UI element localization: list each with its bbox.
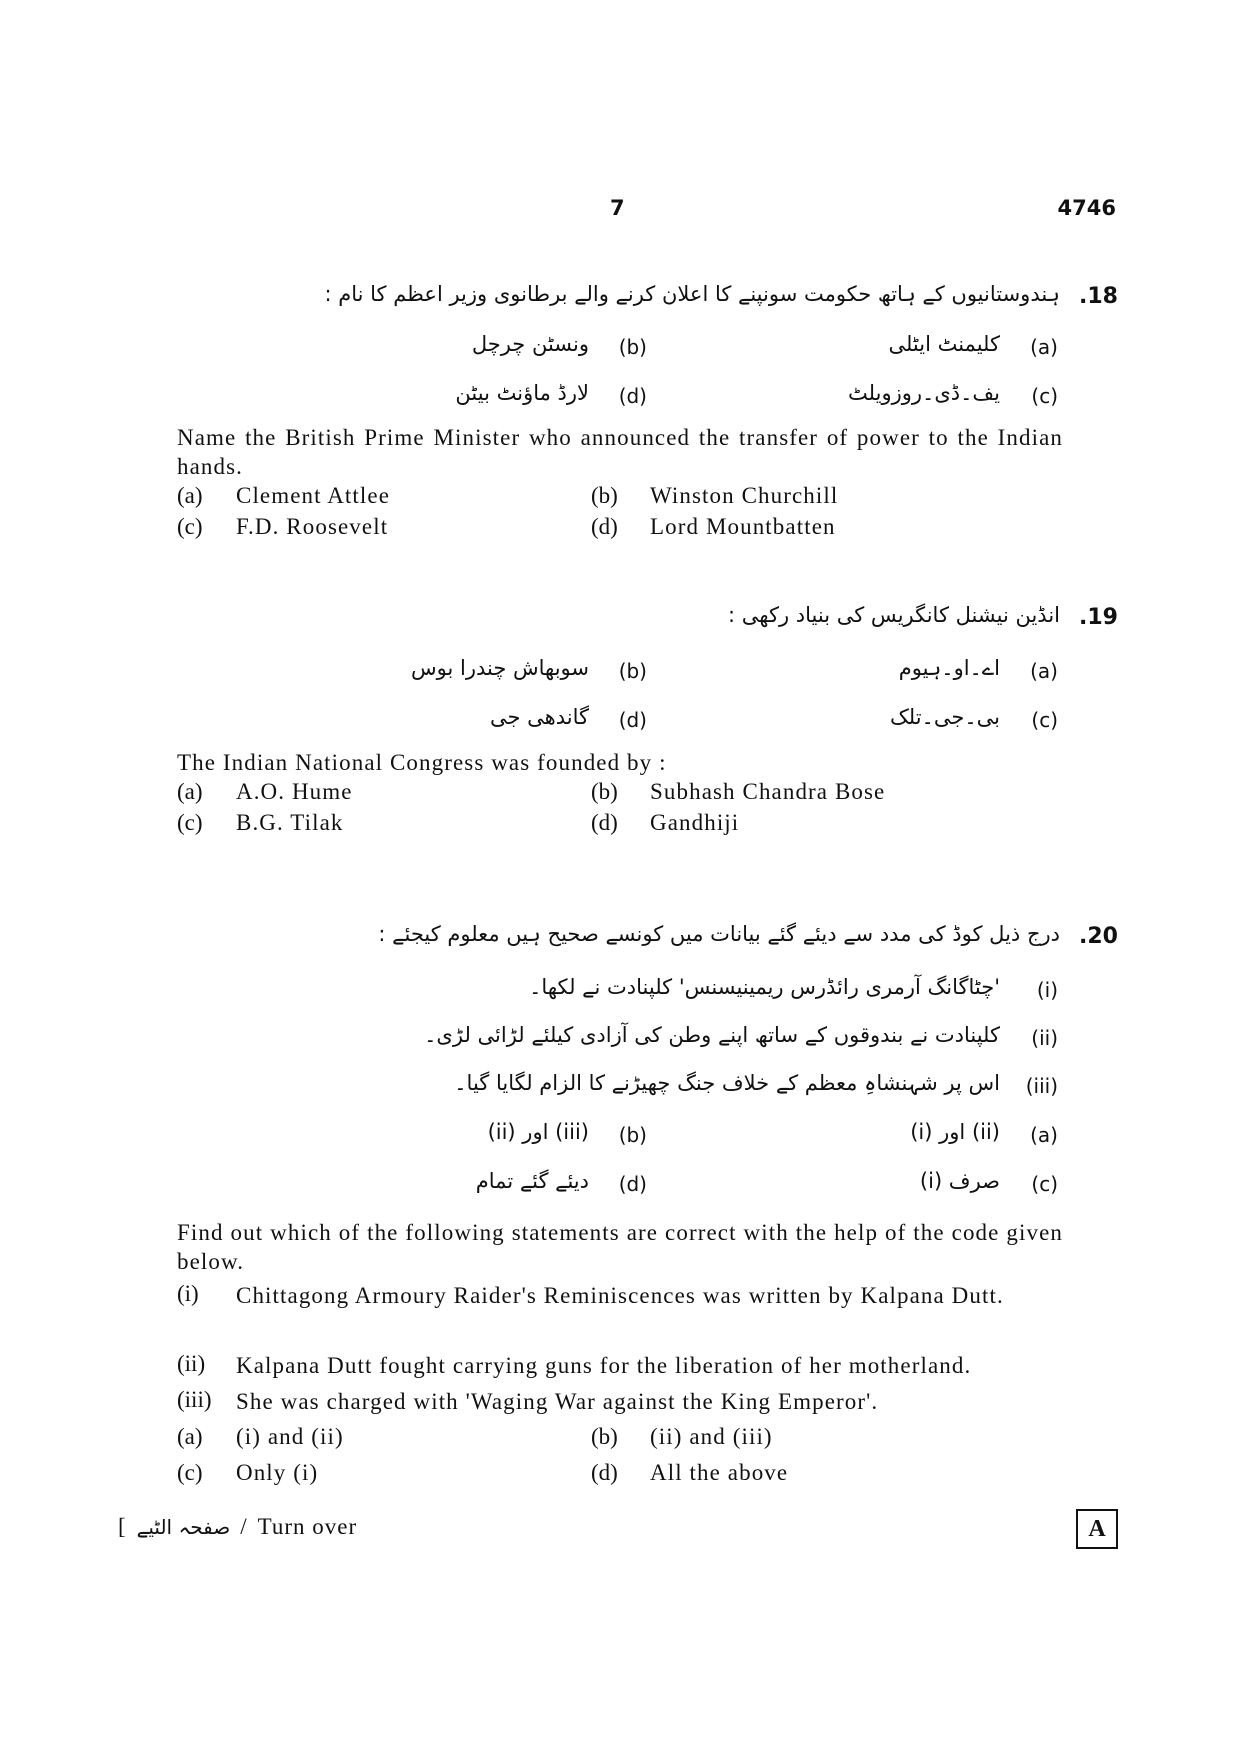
urdu-option-a: (i) اور (ii)	[910, 1120, 1000, 1144]
option-a: Clement Attlee	[236, 483, 391, 508]
option-label-a: (a)	[177, 1424, 203, 1449]
statement-iii: She was charged with 'Waging War against the King Emperor'.	[236, 1389, 879, 1414]
urdu-option-a: کلیمنٹ ایٹلی	[888, 332, 1000, 356]
option-label-d: (d)	[591, 1460, 618, 1485]
option-label-c: (c)	[177, 1460, 203, 1485]
option-d: Gandhiji	[650, 810, 740, 835]
urdu-statement-i: 'چٹاگانگ آرمری رائڈرس ریمینیسنس' کلپنادت نے لکھا۔	[529, 975, 1000, 999]
option-d: All the above	[650, 1460, 789, 1485]
statement-label-iii: (iii)	[177, 1387, 212, 1412]
urdu-question: انڈین نیشنل کانگریس کی بنیاد رکھی :	[728, 603, 1060, 627]
option-b: Winston Churchill	[650, 483, 839, 508]
urdu-option-label-c: (c)	[1031, 384, 1058, 408]
option-c: F.D. Roosevelt	[236, 514, 389, 539]
urdu-option-label-b: (b)	[618, 1123, 647, 1147]
option-c: B.G. Tilak	[236, 810, 344, 835]
urdu-option-label-b: (b)	[618, 335, 647, 359]
urdu-option-label-b: (b)	[618, 659, 647, 683]
option-c: Only (i)	[236, 1460, 319, 1485]
option-a: A.O. Hume	[236, 779, 353, 804]
urdu-option-label-a: (a)	[1030, 1123, 1058, 1147]
urdu-option-label-d: (d)	[618, 708, 647, 732]
option-label-d: (d)	[591, 514, 618, 539]
option-label-b: (b)	[591, 779, 618, 804]
urdu-statement-label-i: (i)	[1036, 978, 1058, 1002]
option-label-a: (a)	[177, 483, 203, 508]
footer-separator: /	[240, 1514, 248, 1539]
urdu-option-label-a: (a)	[1030, 335, 1058, 359]
footer-bracket: [	[118, 1514, 127, 1539]
turn-over-footer	[118, 1514, 357, 1540]
option-label-a: (a)	[177, 779, 203, 804]
urdu-option-c: یف۔ڈی۔روزویلٹ	[848, 381, 1000, 405]
urdu-option-label-d: (d)	[618, 384, 647, 408]
statement-label-i: (i)	[177, 1281, 199, 1306]
turn-over-label: Turn over	[257, 1514, 358, 1539]
statement-label-ii: (ii)	[177, 1351, 206, 1376]
urdu-question: درج ذیل کوڈ کی مدد سے دیئے گئے بیانات میں کونسے صحیح ہیں معلوم کیجئے :	[378, 922, 1060, 946]
urdu-option-a: اے۔او۔ہیوم	[898, 656, 1000, 680]
question-number: .18	[1079, 284, 1118, 309]
english-stem: The Indian National Congress was founded by :	[177, 750, 667, 775]
urdu-option-d: دیئے گئے تمام	[475, 1169, 589, 1193]
option-label-b: (b)	[591, 483, 618, 508]
version-box: A	[1076, 1509, 1118, 1549]
urdu-option-d: لارڈ ماؤنٹ بیٹن	[455, 381, 589, 405]
urdu-option-label-a: (a)	[1030, 659, 1058, 683]
statement-ii: Kalpana Dutt fought carrying guns for the liberation of her motherland.	[236, 1353, 972, 1378]
urdu-option-label-c: (c)	[1031, 708, 1058, 732]
english-stem: Name the British Prime Minister who announced the transfer of power to the Indian hands.	[177, 425, 1063, 479]
option-b: Subhash Chandra Bose	[650, 779, 886, 804]
urdu-statement-label-ii: (ii)	[1031, 1026, 1058, 1050]
urdu-statement-ii: کلپنادت نے بندوقوں کے ساتھ اپنے وطن کی آزادی کیلئے لڑائی لڑی۔	[424, 1023, 1000, 1047]
urdu-option-c: صرف (i)	[919, 1169, 1000, 1193]
urdu-option-label-c: (c)	[1031, 1172, 1058, 1196]
option-b: (ii) and (iii)	[650, 1424, 773, 1449]
paper-code: 4746	[1057, 196, 1116, 220]
option-d: Lord Mountbatten	[650, 514, 836, 539]
option-label-c: (c)	[177, 514, 203, 539]
statement-i: Chittagong Armoury Raider's Reminiscences was written by Kalpana Dutt.	[236, 1283, 1004, 1308]
question-number: .19	[1079, 605, 1118, 630]
urdu-option-b: ونسٹن چرچل	[471, 332, 589, 356]
urdu-question: ہندوستانیوں کے ہاتھ حکومت سونپنے کا اعلان کرنے والے برطانوی وزیر اعظم کا نام :	[324, 282, 1060, 306]
urdu-turn-over: صفحہ الٹیے	[136, 1515, 231, 1539]
option-label-d: (d)	[591, 810, 618, 835]
urdu-statement-iii: اس پر شہنشاہِ معظم کے خلاف جنگ چھیڑنے کا الزام لگایا گیا۔	[454, 1071, 1000, 1095]
option-label-c: (c)	[177, 810, 203, 835]
urdu-option-b: سوبھاش چندرا بوس	[411, 656, 589, 680]
english-stem: Find out which of the following statements are correct with the help of the code given below.	[177, 1220, 1063, 1274]
urdu-option-b: (ii) اور (iii)	[487, 1120, 589, 1144]
urdu-option-label-d: (d)	[618, 1172, 647, 1196]
option-a: (i) and (ii)	[236, 1424, 344, 1449]
option-label-b: (b)	[591, 1424, 618, 1449]
question-number: .20	[1079, 924, 1118, 949]
urdu-option-c: بی۔جی۔تلک	[889, 705, 1000, 729]
page-number: 7	[610, 196, 625, 220]
urdu-statement-label-iii: (iii)	[1025, 1074, 1058, 1098]
urdu-option-d: گاندھی جی	[489, 705, 589, 729]
